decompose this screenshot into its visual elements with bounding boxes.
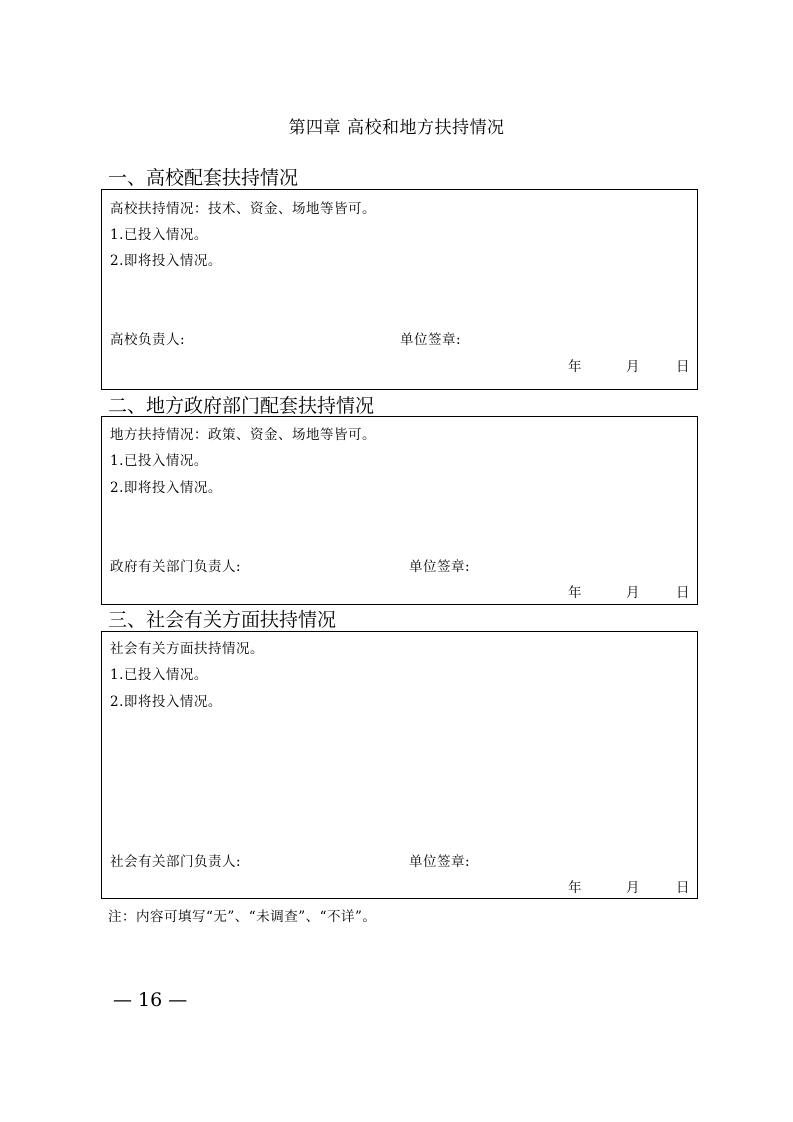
section-3-responsible-label: 社会有关部门负责人: <box>110 854 242 870</box>
section-3-year-label: 年 <box>568 880 582 896</box>
section-1-item-invested: 1.已投入情况。 <box>110 227 208 243</box>
section-1-year-label: 年 <box>568 359 582 375</box>
section-box-2 <box>101 416 698 605</box>
section-3-seal-label: 单位签章: <box>409 854 471 870</box>
section-2-year-label: 年 <box>568 585 582 601</box>
section-2-day-label: 日 <box>676 585 690 601</box>
section-1-day-label: 日 <box>676 359 690 375</box>
chapter-title: 第四章 高校和地方扶持情况 <box>288 118 505 138</box>
section-2-item-invested: 1.已投入情况。 <box>110 453 208 469</box>
section-2-intro: 地方扶持情况：政策、资金、场地等皆可。 <box>110 427 376 443</box>
section-box-3 <box>101 631 698 899</box>
section-1-seal-label: 单位签章: <box>400 332 462 348</box>
section-1-item-upcoming: 2.即将投入情况。 <box>110 253 222 269</box>
section-3-intro: 社会有关方面扶持情况。 <box>110 641 264 657</box>
section-1-responsible-label: 高校负责人: <box>110 332 186 348</box>
section-3-item-upcoming: 2.即将投入情况。 <box>110 694 222 710</box>
section-box-1 <box>101 189 698 390</box>
section-heading-2: 二、地方政府部门配套扶持情况 <box>108 395 375 417</box>
section-2-responsible-label: 政府有关部门负责人: <box>110 559 242 575</box>
section-3-month-label: 月 <box>626 880 640 896</box>
footnote: 注：内容可填写“无”、“未调查”、“不详”。 <box>108 909 377 925</box>
section-heading-3: 三、社会有关方面扶持情况 <box>108 609 337 631</box>
section-2-item-upcoming: 2.即将投入情况。 <box>110 480 222 496</box>
section-2-seal-label: 单位签章: <box>409 559 471 575</box>
section-1-intro: 高校扶持情况：技术、资金、场地等皆可。 <box>110 201 376 217</box>
page-number: — 16 — <box>113 989 188 1011</box>
section-3-day-label: 日 <box>676 880 690 896</box>
section-heading-1: 一、高校配套扶持情况 <box>108 167 299 189</box>
section-3-item-invested: 1.已投入情况。 <box>110 667 208 683</box>
section-2-month-label: 月 <box>626 585 640 601</box>
section-1-month-label: 月 <box>626 359 640 375</box>
